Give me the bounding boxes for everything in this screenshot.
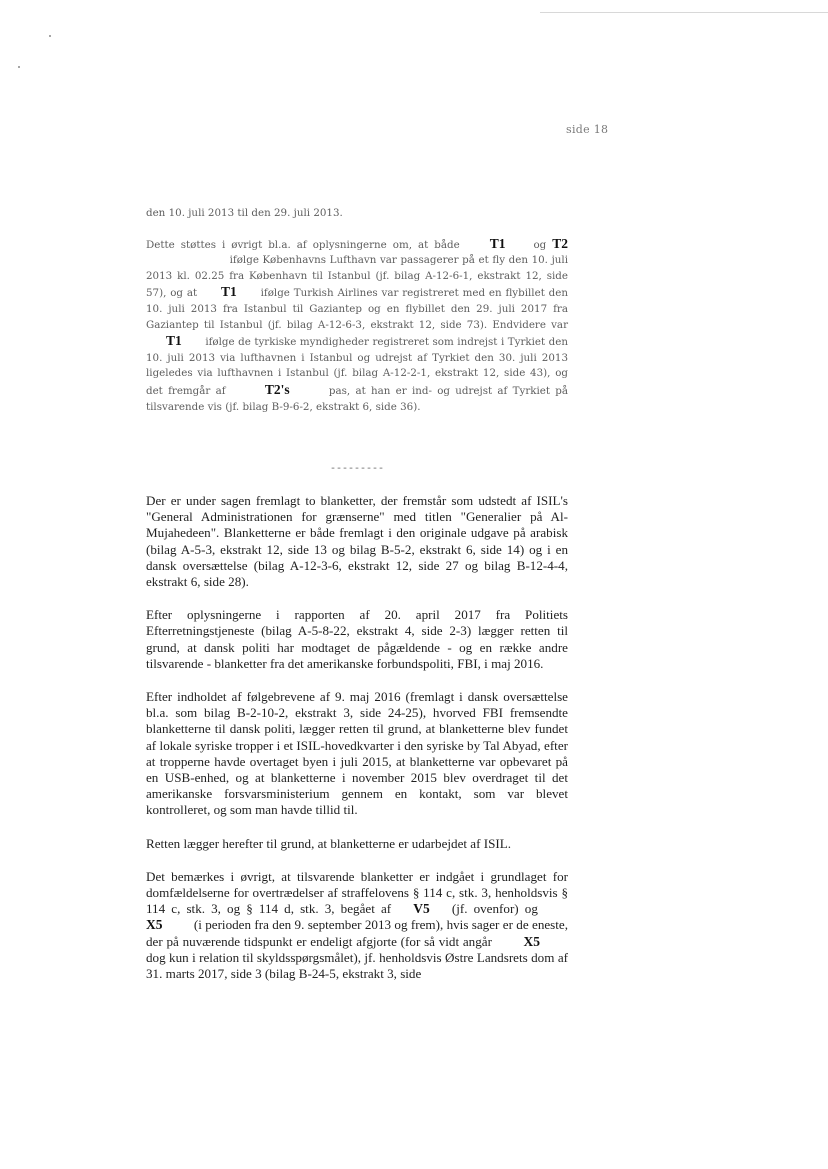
paragraph-pet-report: Efter oplysningerne i rapporten af 20. april 2017 fra Politiets Efterretningstjeneste (bilag A-5-8-22, ekstrakt 4, side 2-3) lægger retten til grund, at dansk politi har modtaget de pågældende - og en række andre tilsvarende - blanketter fra det amerikanske forbundspoliti, FBI, i maj 2016.: [146, 607, 568, 671]
convictions-text-d: dog kun i relation til skyldsspørgsmålet), jf. henholdsvis Østre Landsrets dom af 31. marts 2017, side 3 (bilag B-24-5, ekstrakt 3, side: [146, 949, 568, 982]
travel-text-a: Dette støttes i øvrigt bl.a. af oplysningerne om, at både: [146, 238, 460, 251]
convictions-text-c: (i perioden fra den 9. september 2013 og frem), hvis sager er de eneste, der på nuværende tidspunkt er endeligt afgjorte (for så vidt angår: [146, 917, 568, 949]
convictions-text-b: (jf. ovenfor) og: [451, 901, 538, 917]
redaction-x5: X5: [523, 933, 540, 949]
redaction-t2s: T2's: [264, 381, 290, 397]
paragraph-isil-forms: Der er under sagen fremlagt to blanketter, der fremstår som udstedt af ISIL's "General Administrationen for grænserne" med titlen "Generalier på Al-Mujahedeen". Blanketterne er både fremlagt i den originale udgave på arabisk (bilag A-5-3, ekstrakt 12, side 13 og bilag B-5-2, ekstrakt 6, side 14) og i en dansk oversættelse (bilag A-12-3-6, ekstrakt 12, side 27 og bilag B-12-4-4, ekstrakt 6, side 28).: [146, 493, 568, 590]
redaction-v5: V5: [413, 901, 430, 917]
page-number: side 18: [566, 123, 609, 136]
travel-text-e: ifølge de tyrkiske myndigheder registreret som indrejst i Tyrkiet den 10. juli 2013 via lufthavnen i Istanbul og udrejst af Tyrkiet den 30. juli 2013 ligeledes via lufthavnen i Istanbul (jf. bilag A-12-2-1, ekstrakt 12, side 43), og det fremgår af: [146, 336, 569, 397]
paragraph-conclusion: Retten lægger herefter til grund, at blanketterne er udarbejdet af ISIL.: [146, 835, 512, 851]
convictions-text-a: Det bemærkes i øvrigt, at tilsvarende blanketter er indgået i grundlaget for domfældelserne for overtrædelser af straffelovens § 114 c, stk. 3, henholdsvis § 114 c, stk. 3, og § 114 d, stk. 3, begået af: [146, 868, 568, 917]
scan-speck: [49, 35, 51, 37]
paragraph-date-range: den 10. juli 2013 til den 29. juli 2013.: [146, 207, 343, 219]
document-body-upper: [146, 206, 568, 415]
travel-text-b: og: [533, 238, 547, 251]
document-body-lower: [146, 493, 568, 982]
redaction-t1: T1: [166, 333, 182, 349]
travel-text-d: ifølge Turkish Airlines var registreret med en flybillet den 10. juli 2013 fra Istanbul til Gaziantep og en flybillet den 29. juli 2017 fra Gaziantep til Istanbul (jf. bilag A-12-6-3, ekstrakt 12, side 73). Endvidere var: [146, 287, 568, 331]
redaction-t2: T2: [552, 235, 569, 251]
travel-text-c: ifølge Københavns Lufthavn var passagerer på et fly den 10. juli 2013 kl. 02.25 fra København til Istanbul (jf. bilag A-12-6-1, ekstrakt 12, side 57), og at: [146, 254, 568, 300]
paragraph-fbi-letters: Efter indholdet af følgebrevene af 9. maj 2016 (fremlagt i dansk oversættelse bl.a. som bilag B-2-10-2, ekstrakt 3, side 24-25), hvorved FBI fremsendte blanketterne til dansk politi, lægger retten til grund, at blanketterne blev fundet af lokale syriske tropper i et ISIL-hovedkvarter i den syriske by Tal Abyad, efter at tropperne havde overtaget byen i juli 2015, at blanketterne var opbevaret på en USB-enhed, og at blanketterne i november 2015 blev overdraget til det amerikanske forsvarsministerium gennem en kontakt, som var blevet kontrolleret, og som man havde tillid til.: [146, 689, 568, 818]
section-divider: ---------: [330, 464, 385, 475]
scan-speck: [18, 66, 20, 68]
redaction-t1: T1: [221, 284, 237, 300]
redaction-x5: X5: [146, 917, 163, 933]
scan-edge-line: [540, 12, 828, 13]
travel-text-f: pas, at han er ind- og udrejst af Tyrkiet på tilsvarende vis (jf. bilag B-9-6-2, ekstrakt 6, side 36).: [146, 384, 569, 413]
paragraph-travel-records: [146, 236, 568, 416]
redaction-t1: T1: [489, 235, 506, 251]
paragraph-prior-convictions: [146, 869, 568, 982]
